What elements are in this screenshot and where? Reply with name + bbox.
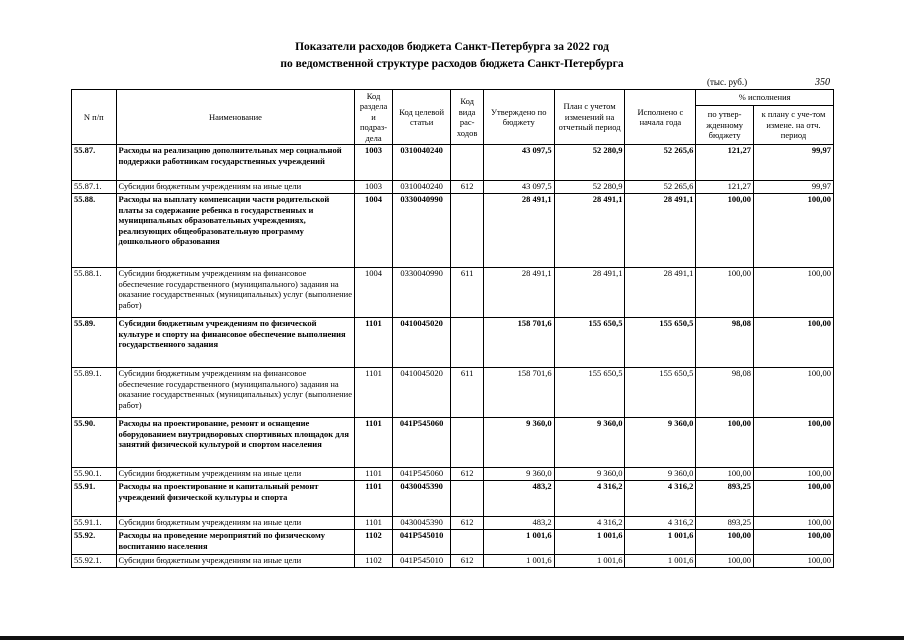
cell-approved: 9 360,0: [483, 418, 554, 468]
header-pct-plan: к плану с уче-том измене. на отч. период: [753, 106, 833, 145]
cell-approved: 43 097,5: [483, 181, 554, 194]
page-bottom-edge: [0, 636, 904, 640]
cell-approved: 1 001,6: [483, 555, 554, 568]
cell-pct-approved: 100,00: [696, 194, 754, 268]
cell-type-code: 612: [451, 517, 483, 530]
cell-executed: 28 491,1: [625, 268, 696, 318]
cell-target-code: 0330040990: [392, 194, 451, 268]
cell-plan: 155 650,5: [554, 318, 625, 368]
cell-section-code: 1101: [355, 418, 392, 468]
header-plan: План с учетом изменений на отчетный период: [554, 90, 625, 145]
cell-name: Субсидии бюджетным учреждениям на иные цели: [116, 181, 355, 194]
cell-num: 55.88.: [72, 194, 117, 268]
cell-name: Расходы на проектирование и капитальный ремонт учреждений физической культуры и спорта: [116, 481, 355, 517]
cell-type-code: 612: [451, 555, 483, 568]
table-row: [72, 145, 834, 181]
cell-section-code: 1004: [355, 268, 392, 318]
cell-target-code: 0310040240: [392, 181, 451, 194]
cell-executed: 155 650,5: [625, 318, 696, 368]
cell-target-code: 0410045020: [392, 368, 451, 418]
cell-pct-plan: 100,00: [753, 318, 833, 368]
cell-plan: 4 316,2: [554, 481, 625, 517]
header-section-code: Код раздела и подраз-дела: [355, 90, 392, 145]
cell-num: 55.87.1.: [72, 181, 117, 194]
cell-pct-approved: 893,25: [696, 517, 754, 530]
cell-name: Субсидии бюджетным учреждениям на иные цели: [116, 517, 355, 530]
cell-approved: 43 097,5: [483, 145, 554, 181]
cell-pct-approved: 100,00: [696, 555, 754, 568]
cell-type-code: 611: [451, 368, 483, 418]
cell-num: 55.89.1.: [72, 368, 117, 418]
cell-pct-plan: 100,00: [753, 468, 833, 481]
page-number: 350: [815, 77, 830, 88]
cell-type-code: [451, 194, 483, 268]
cell-target-code: 041P545010: [392, 530, 451, 555]
cell-pct-approved: 121,27: [696, 145, 754, 181]
cell-plan: 4 316,2: [554, 517, 625, 530]
cell-section-code: 1003: [355, 145, 392, 181]
header-pct-approved: по утвер-жденному бюджету: [696, 106, 754, 145]
cell-pct-plan: 100,00: [753, 517, 833, 530]
cell-pct-approved: 100,00: [696, 418, 754, 468]
cell-type-code: [451, 418, 483, 468]
table-row: [72, 268, 834, 318]
table-row: [72, 530, 834, 555]
cell-type-code: [451, 530, 483, 555]
cell-pct-plan: 100,00: [753, 194, 833, 268]
table-row: [72, 318, 834, 368]
cell-name: Субсидии бюджетным учреждениям на финансовое обеспечение государственного (муниципального) задания на оказание государственных (муниципальных) услуг (выполнение работ): [116, 368, 355, 418]
cell-executed: 155 650,5: [625, 368, 696, 418]
cell-target-code: 041P545060: [392, 418, 451, 468]
cell-pct-approved: 100,00: [696, 268, 754, 318]
table-row: [72, 368, 834, 418]
cell-section-code: 1102: [355, 530, 392, 555]
cell-type-code: 612: [451, 468, 483, 481]
expenditure-table: [71, 89, 834, 568]
cell-approved: 1 001,6: [483, 530, 554, 555]
cell-plan: 9 360,0: [554, 468, 625, 481]
cell-approved: 28 491,1: [483, 194, 554, 268]
cell-executed: 9 360,0: [625, 468, 696, 481]
cell-name: Расходы на проектирование, ремонт и оснащение оборудованием внутридворовых спортивных площадок для занятий физической культурой и спортом населения: [116, 418, 355, 468]
cell-executed: 4 316,2: [625, 481, 696, 517]
cell-plan: 1 001,6: [554, 555, 625, 568]
table-row: [72, 468, 834, 481]
cell-num: 55.91.: [72, 481, 117, 517]
cell-section-code: 1101: [355, 368, 392, 418]
cell-section-code: 1003: [355, 181, 392, 194]
cell-approved: 158 701,6: [483, 318, 554, 368]
cell-executed: 52 265,6: [625, 181, 696, 194]
cell-name: Субсидии бюджетным учреждениям на иные цели: [116, 555, 355, 568]
cell-plan: 28 491,1: [554, 194, 625, 268]
units-label: (тыс. руб.): [707, 77, 748, 87]
cell-name: Субсидии бюджетным учреждениям на иные цели: [116, 468, 355, 481]
cell-section-code: 1101: [355, 481, 392, 517]
cell-pct-plan: 100,00: [753, 481, 833, 517]
cell-section-code: 1101: [355, 468, 392, 481]
cell-executed: 1 001,6: [625, 530, 696, 555]
cell-type-code: [451, 318, 483, 368]
table-body: [72, 145, 834, 568]
document-subtitle: по ведомственной структуре расходов бюджета Санкт-Петербурга: [280, 58, 624, 70]
cell-target-code: 0410045020: [392, 318, 451, 368]
cell-num: 55.91.1.: [72, 517, 117, 530]
cell-target-code: 041P545060: [392, 468, 451, 481]
cell-section-code: 1101: [355, 517, 392, 530]
document-title: Показатели расходов бюджета Санкт-Петербурга за 2022 год: [295, 41, 609, 53]
cell-num: 55.92.1.: [72, 555, 117, 568]
table-row: [72, 194, 834, 268]
cell-num: 55.90.1.: [72, 468, 117, 481]
cell-section-code: 1102: [355, 555, 392, 568]
cell-num: 55.88.1.: [72, 268, 117, 318]
cell-target-code: 0430045390: [392, 517, 451, 530]
cell-approved: 483,2: [483, 481, 554, 517]
table-row: [72, 181, 834, 194]
cell-pct-approved: 100,00: [696, 530, 754, 555]
cell-executed: 52 265,6: [625, 145, 696, 181]
cell-pct-plan: 100,00: [753, 530, 833, 555]
cell-section-code: 1004: [355, 194, 392, 268]
header-percent-group: % исполнения: [696, 90, 834, 106]
cell-name: Субсидии бюджетным учреждениям по физической культуре и спорту на финансовое обеспечение выполнения государственного задания: [116, 318, 355, 368]
cell-num: 55.92.: [72, 530, 117, 555]
cell-pct-approved: 893,25: [696, 481, 754, 517]
header-target-code: Код целевой статьи: [392, 90, 451, 145]
cell-plan: 1 001,6: [554, 530, 625, 555]
cell-name: Расходы на проведение мероприятий по физическому воспитанию населения: [116, 530, 355, 555]
cell-approved: 483,2: [483, 517, 554, 530]
cell-pct-plan: 100,00: [753, 268, 833, 318]
cell-name: Расходы на выплату компенсации части родительской платы за содержание ребенка в государственных и муниципальных образовательных учреждениях, реализующих общеобразовательную программу дошкольного образования: [116, 194, 355, 268]
cell-executed: 4 316,2: [625, 517, 696, 530]
cell-type-code: 612: [451, 181, 483, 194]
table-row: [72, 555, 834, 568]
header-approved: Утверждено по бюджету: [483, 90, 554, 145]
table-row: [72, 481, 834, 517]
cell-executed: 9 360,0: [625, 418, 696, 468]
cell-plan: 9 360,0: [554, 418, 625, 468]
cell-approved: 158 701,6: [483, 368, 554, 418]
cell-pct-approved: 100,00: [696, 468, 754, 481]
cell-pct-plan: 99,97: [753, 145, 833, 181]
cell-pct-plan: 100,00: [753, 368, 833, 418]
cell-name: Расходы на реализацию дополнительных мер социальной поддержки работникам государственных учреждений: [116, 145, 355, 181]
cell-pct-approved: 98,08: [696, 318, 754, 368]
cell-pct-approved: 121,27: [696, 181, 754, 194]
cell-pct-plan: 99,97: [753, 181, 833, 194]
cell-target-code: 0330040990: [392, 268, 451, 318]
cell-num: 55.87.: [72, 145, 117, 181]
cell-plan: 155 650,5: [554, 368, 625, 418]
header-type-code: Код вида рас-ходов: [451, 90, 483, 145]
cell-num: 55.90.: [72, 418, 117, 468]
cell-pct-plan: 100,00: [753, 555, 833, 568]
cell-plan: 52 280,9: [554, 145, 625, 181]
cell-target-code: 041P545010: [392, 555, 451, 568]
table-row: [72, 418, 834, 468]
cell-num: 55.89.: [72, 318, 117, 368]
cell-plan: 52 280,9: [554, 181, 625, 194]
cell-target-code: 0430045390: [392, 481, 451, 517]
cell-executed: 28 491,1: [625, 194, 696, 268]
cell-plan: 28 491,1: [554, 268, 625, 318]
cell-pct-plan: 100,00: [753, 418, 833, 468]
header-name: Наименование: [116, 90, 355, 145]
cell-section-code: 1101: [355, 318, 392, 368]
cell-pct-approved: 98,08: [696, 368, 754, 418]
cell-executed: 1 001,6: [625, 555, 696, 568]
table-row: [72, 517, 834, 530]
cell-type-code: [451, 481, 483, 517]
cell-target-code: 0310040240: [392, 145, 451, 181]
cell-approved: 28 491,1: [483, 268, 554, 318]
cell-type-code: [451, 145, 483, 181]
cell-name: Субсидии бюджетным учреждениям на финансовое обеспечение государственного (муниципального) задания на оказание государственных (муниципальных) услуг (выполнение работ): [116, 268, 355, 318]
header-num: N п/п: [72, 90, 117, 145]
cell-type-code: 611: [451, 268, 483, 318]
cell-approved: 9 360,0: [483, 468, 554, 481]
header-executed: Исполнено с начала года: [625, 90, 696, 145]
